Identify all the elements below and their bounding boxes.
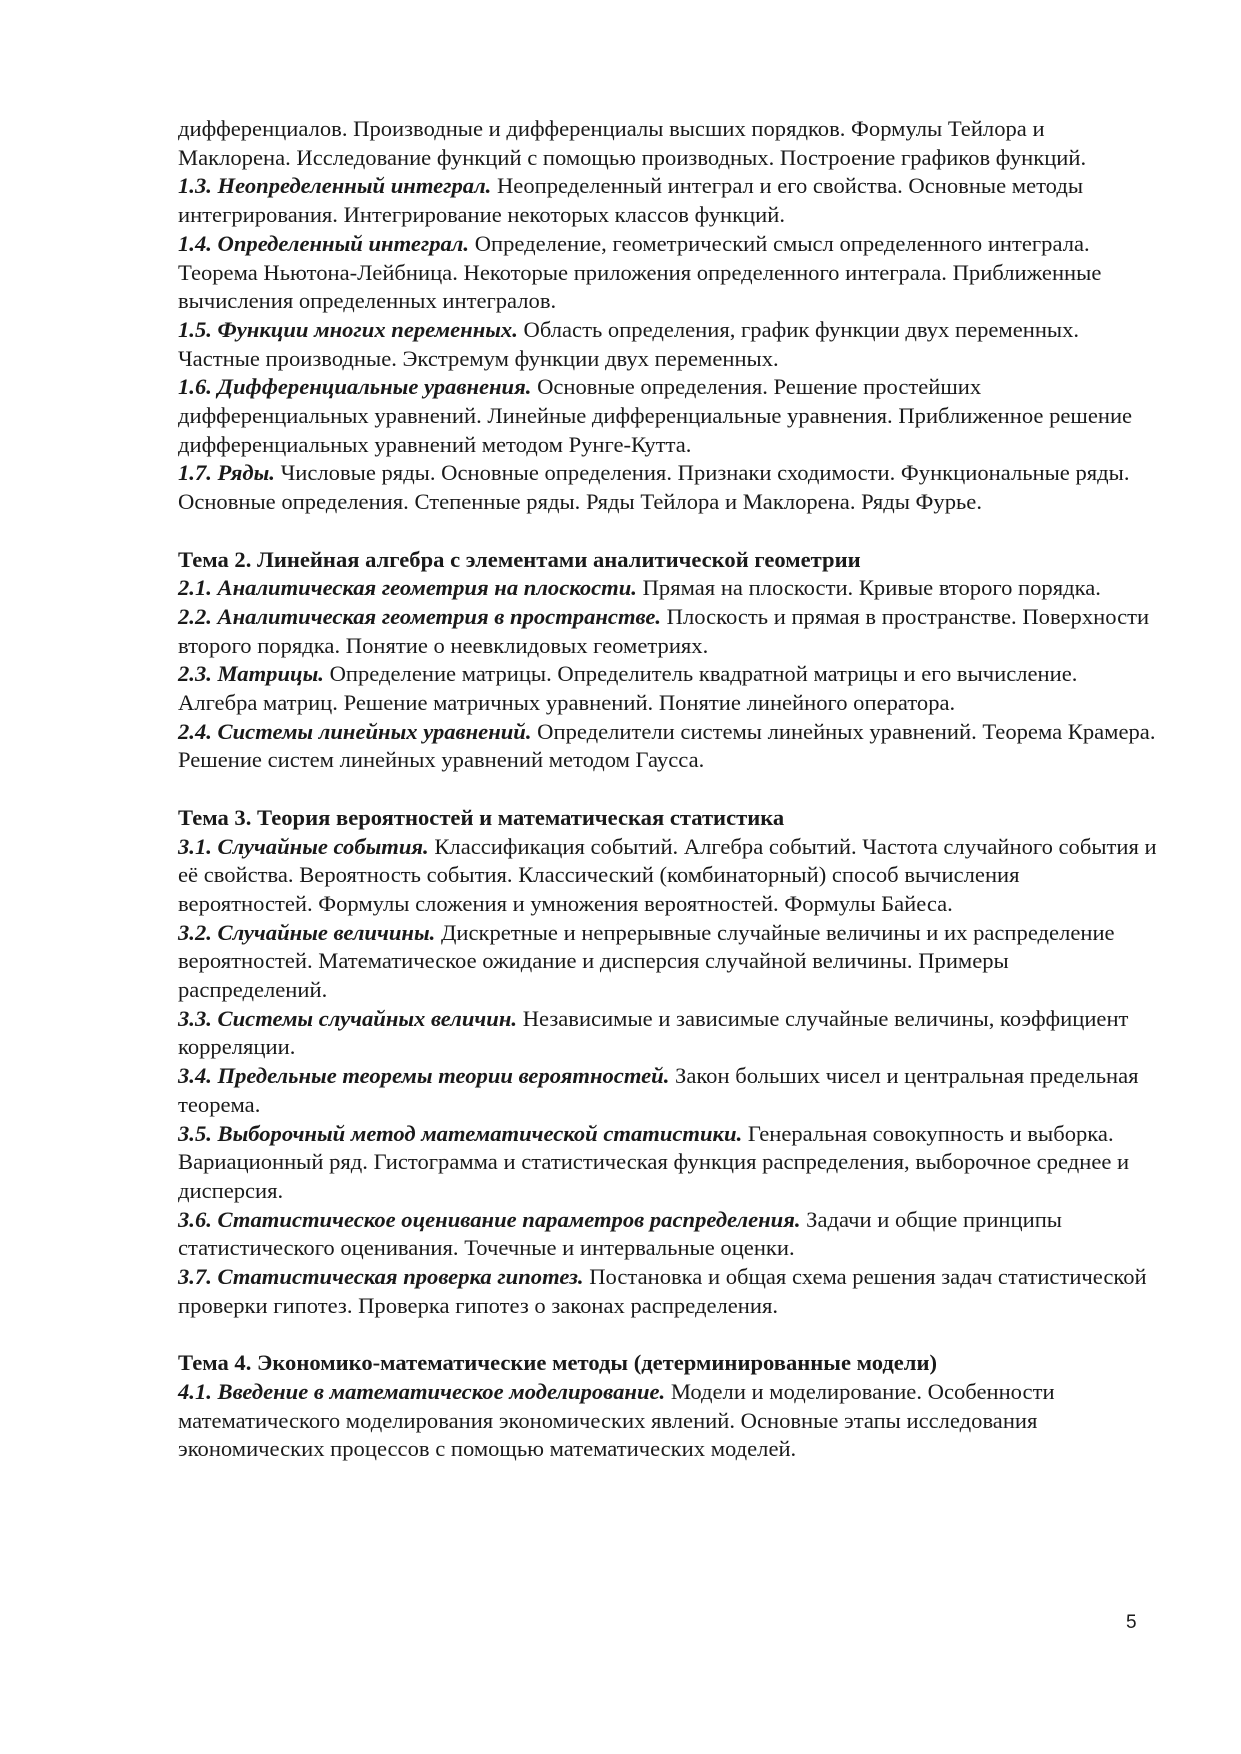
topic-3-title: Тема 3. Теория вероятностей и математическая статистика [178,804,785,830]
section-heading: 1.7. Ряды. [178,460,275,486]
section-text: Дискретные и непрерывные случайные величины и их распределение вероятностей. Математическое ожидание и дисперсия случайной величины. Примеры распределений. [178,919,1115,1003]
section-heading: 3.1. Случайные события. [178,833,429,859]
section-1-5 [178,316,1158,373]
spacer [178,517,1158,546]
section-3-2 [178,919,1158,1005]
section-1-6 [178,373,1158,459]
section-text: Основные определения. Решение простейших дифференциальных уравнений. Линейные дифференциальные уравнения. Приближенное решение дифференциальных уравнений методом Рунге-Кутта. [178,374,1133,457]
section-4-1 [178,1378,1158,1464]
section-2-4 [178,718,1158,775]
section-text: Числовые ряды. Основные определения. Признаки сходимости. Функциональные ряды. Основные определения. Степенные ряды. Ряды Тейлора и Маклорена. Ряды Фурье. [178,460,1130,515]
section-heading: 1.3. Неопределенный интеграл. [178,173,492,199]
section-heading: 1.5. Функции многих переменных. [178,316,518,342]
section-3-3 [178,1005,1158,1062]
section-3-1 [178,833,1158,919]
section-heading: 3.4. Предельные теоремы теории вероятностей. [178,1063,670,1089]
section-text: Модели и моделирование. Особенности математического моделирования экономических явлений. Основные этапы исследования экономических процессов с помощью математических моделей. [178,1378,1055,1462]
section-2-1 [178,574,1158,603]
section-heading: 3.7. Статистическая проверка гипотез. [178,1264,584,1290]
page-number: 5 [1126,1612,1137,1633]
section-1-3 [178,172,1158,229]
section-2-2 [178,603,1158,660]
section-3-7 [178,1263,1158,1320]
section-heading: 3.3. Системы случайных величин. [178,1005,518,1031]
section-heading: 4.1. Введение в математическое моделирование. [178,1378,666,1404]
section-text: Генеральная совокупность и выборка. Вариационный ряд. Гистограмма и статистическая функция распределения, выборочное среднее и дисперсия. [178,1120,1130,1203]
section-text: Область определения, график функции двух переменных. Частные производные. Экстремум функции двух переменных. [178,316,1080,371]
document-page [178,115,1158,1464]
section-heading: 1.4. Определенный интеграл. [178,230,470,256]
spacer [178,1321,1158,1350]
section-heading: 1.6. Дифференциальные уравнения. [178,374,532,400]
section-text: Постановка и общая схема решения задач статистической проверки гипотез. Проверка гипотез о законах распределения. [178,1264,1147,1318]
section-text: Задачи и общие принципы статистического оценивания. Точечные и интервальные оценки. [178,1206,1062,1261]
section-3-4 [178,1062,1158,1119]
topic-2-title: Тема 2. Линейная алгебра с элементами аналитической геометрии [178,546,861,572]
section-heading: 2.1. Аналитическая геометрия на плоскости. [178,575,637,601]
section-text: Плоскость и прямая в пространстве. Поверхности второго порядка. Понятие о неевклидовых геометриях. [178,603,1150,658]
section-1-4 [178,230,1158,316]
section-1-7 [178,459,1158,516]
section-3-5 [178,1120,1158,1206]
section-heading: 2.3. Матрицы. [178,661,324,687]
section-heading: 2.2. Аналитическая геометрия в пространстве. [178,603,662,629]
section-2-3 [178,660,1158,717]
spacer [178,775,1158,804]
section-text: Определители системы линейных уравнений. Теорема Крамера. Решение систем линейных уравнений методом Гаусса. [178,718,1156,773]
section-text: Определение, геометрический смысл определенного интеграла. Теорема Ньютона-Лейбница. Некоторые приложения определенного интеграла. Приближенные вычисления определенных интегралов. [178,230,1102,314]
section-heading: 3.6. Статистическое оценивание параметров распределения. [178,1206,801,1232]
section-heading: 3.5. Выборочный метод математической статистики. [178,1120,743,1146]
section-text: Прямая на плоскости. Кривые второго порядка. [636,575,1101,601]
section-text: Определение матрицы. Определитель квадратной матрицы и его вычисление. Алгебра матриц. Решение матричных уравнений. Понятие линейного оператора. [178,661,1078,716]
section-text: Независимые и зависимые случайные величины, коэффициент корреляции. [178,1005,1129,1060]
topic-4-title: Тема 4. Экономико-математические методы (детерминированные модели) [178,1350,938,1376]
section-heading: 2.4. Системы линейных уравнений. [178,718,532,744]
section-heading: 3.2. Случайные величины. [178,919,436,945]
section-3-6 [178,1206,1158,1263]
section-text: Закон больших чисел и центральная предельная теорема. [178,1063,1139,1117]
intro-paragraph: дифференциалов. Производные и дифференциалы высших порядков. Формулы Тейлора и Маклорена. Исследование функций с помощью производных. Построение графиков функций. [178,116,1087,170]
section-text: Неопределенный интеграл и его свойства. Основные методы интегрирования. Интегрирование некоторых классов функций. [178,173,1083,228]
section-text: Классификация событий. Алгебра событий. Частота случайного события и её свойства. Вероятность события. Классический (комбинаторный) способ вычисления вероятностей. Формулы сложения и умножения вероятностей. Формулы Байеса. [178,833,1157,916]
